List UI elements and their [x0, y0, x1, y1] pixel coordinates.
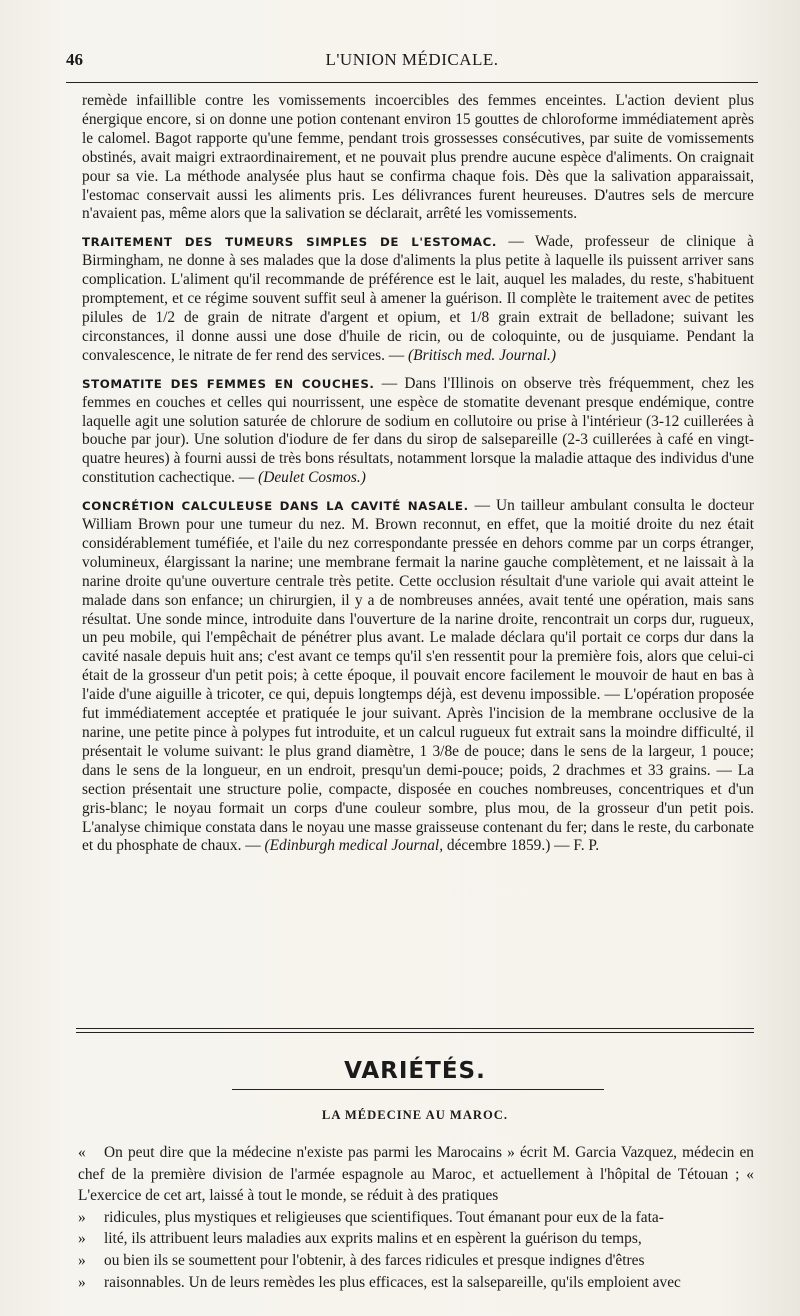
quote-text: lité, ils attribuent leurs maladies aux exprits malins et en espèrent la guérison du temps,: [104, 1230, 642, 1248]
article-heading: STOMATITE DES FEMMES EN COUCHES.: [82, 376, 375, 391]
section-divider: [76, 1028, 754, 1033]
article-heading: CONCRÉTION CALCULEUSE DANS LA CAVITÉ NASALE.: [82, 499, 469, 514]
article-body: — Un tailleur ambulant consulta le docteur William Brown pour une tumeur du nez. M. Brown reconnut, en effet, que la moitié droite du nez était considérablement tuméfiée, et l'aile du nez correspondante pressée en dehors comme par un corps étranger, volumineux, élargissant la narine; une membrane fermait la narine gauche complètement, et ne laissait à la narine droite qu'une ouverture centrale très petite. Cette occlusion résultait d'une variole qui avait atteint le malade dans son enfance; un chirurgien, il y a de nombreuses années, avait tenté une opération, mais sans résultat. Une sonde mince, introduite dans l'ouverture de la narine droite, rencontrait un corps dur, rugueux, un peu mobile, qui l'empêchait de pénétrer plus avant. Le malade déclara qu'il portait ce corps dur dans la cavité nasale depuis huit ans; c'est avant ce temps qu'il s'en ressentit pour la première fois, alors que celui-ci était de la grosseur d'un petit pois; à cette époque, il pouvait encore facilement le mouvoir de haut en bas à l'aide d'une aiguille à tricoter, ce qui, depuis longtemps déjà, est devenu impossible. — L'opération proposée fut immédiatement acceptée et pratiquée le jour suivant. Après l'incision de la membrane occlusive de la narine, une petite pince à polypes fut introduite, et un calcul rugueux fut extrait sans la moindre difficulté, il présentait le volume suivant: le plus grand diamètre, 1 3/8e de pouce; dans le sens de la largeur, 1 pouce; dans le sens de la longueur, en un endroit, presqu'un demi-pouce; poids, 2 drachmes et 33 grains. — La section présentait une structure polie, compacte, disposée en couches nombreuses, concentriques et d'un gris-blanc; le noyau formait un corps d'une couleur sombre, plus mou, de la grosseur d'un petit pois. L'analyse chimique constata dans le noyau une masse graisseuse contenant du fer; dans le reste, du carbonate et du phosphate de chaux. —: [82, 497, 754, 855]
article-heading: TRAITEMENT DES TUMEURS SIMPLES DE L'ESTOMAC.: [82, 235, 498, 250]
quote-text: ou bien ils se soumettent pour l'obtenir, à des farces ridicules et presque indignes d'êtres: [104, 1251, 645, 1269]
quote-text: raisonnables. Un de leurs remèdes les plus efficaces, est la salsepareille, qu'ils emploient avec: [104, 1273, 681, 1291]
quote-text: ridicules, plus mystiques et religieuses que scientifiques. Tout émanant pour eux de la fata-: [104, 1208, 664, 1226]
quote-line: [78, 1272, 754, 1294]
quote-line: [78, 1250, 754, 1272]
article-concretion-nasale: [82, 497, 754, 856]
section-body: [78, 1142, 754, 1293]
article-reference: (Britisch med. Journal.): [408, 346, 556, 364]
article-body: — Wade, professeur de clinique à Birmingham, ne donne à ses malades que la dose d'aliments la plus petite à laquelle ils puissent arriver sans complication. L'aliment qu'il recommande de préférence est le lait, auquel les malades, du reste, s'habituent promptement, et ce régime souvent suffit seul à amener la guérison. Il complète le traitement avec de petites pilules de 1/2 de grain de nitrate d'argent et opium, et 1/8 grain extrait de belladone; suivant les circonstances, il donne aussi une dose d'huile de ricin, ou de coloquinte, ou de jusquiame. Pendant la convalescence, le nitrate de fer rend des services. —: [82, 233, 754, 364]
section-subtitle: LA MÉDECINE AU MAROC.: [321, 1108, 509, 1122]
article-reference: (Edinburgh medical Journal,: [264, 837, 444, 855]
quote-mark: »: [78, 1273, 86, 1291]
section-title: VARIÉTÉS.: [344, 1058, 486, 1084]
quote-mark: »: [78, 1208, 86, 1226]
header-rule: [66, 82, 758, 83]
page-header: [66, 50, 758, 74]
article-body: — Dans l'Illinois on observe très fréquemment, chez les femmes en couches et celles qui nourrissent, une espèce de stomatite devenant presque endémique, contre laquelle agit une solution saturée de chlorure de sodium en collutoire ou prise à l'intérieur (3-12 cuillerées à bouche par jour). Une solution d'iodure de fer dans du sirop de salsepareille (2-3 cuillerées à café en vingt-quatre heures) à fourni aussi de très bons résultats, notamment lorsque la maladie attaque des individus d'une constitution cachectique. —: [82, 374, 754, 487]
intro-paragraph: remède infaillible contre les vomissements incoercibles des femmes enceintes. L'action devient plus énergique encore, si on donne une potion contenant environ 15 gouttes de chloroforme immédiatement après le calomel. Bagot rapporte qu'une femme, pendant trois grossesses consécutives, par suite de vomissements obstinés, avait maigri extraordinairement, et ne pouvait plus prendre aucune espèce d'aliments. On craignait pour sa vie. La méthode analysée plus haut se confirma chaque fois. Dès que la salivation apparaissait, l'estomac conservait aussi les aliments pris. Les délivrances furent heureuses. D'autres sels de mercure n'avaient pas, même alors que la salivation se déclarait, arrêté les vomissements.: [82, 92, 754, 223]
page-number: 46: [66, 50, 83, 69]
quote-line: [78, 1207, 754, 1229]
quote-mark: »: [78, 1230, 86, 1248]
article-column: [82, 92, 754, 856]
running-title: L'UNION MÉDICALE.: [325, 50, 499, 69]
article-trailer: décembre 1859.) — F. P.: [443, 837, 600, 855]
section-title-rule: [232, 1089, 604, 1090]
quote-line: [78, 1228, 754, 1250]
quote-mark: «: [78, 1144, 86, 1161]
article-tumeurs-estomac: [82, 233, 754, 365]
quote-mark: »: [78, 1251, 86, 1269]
quote-text: On peut dire que la médecine n'existe pas parmi les Marocains » écrit M. Garcia Vazquez, médecin en chef de la première division de l'armée espagnole au Maroc, et actuellement à l'hôpital de Tétouan ; « L'exercice de cet art, laissé à tout le monde, se réduit à des pratiques: [78, 1144, 754, 1205]
quote-line: [78, 1142, 754, 1207]
article-stomatite: [82, 375, 754, 488]
article-reference: (Deulet Cosmos.): [258, 469, 366, 487]
